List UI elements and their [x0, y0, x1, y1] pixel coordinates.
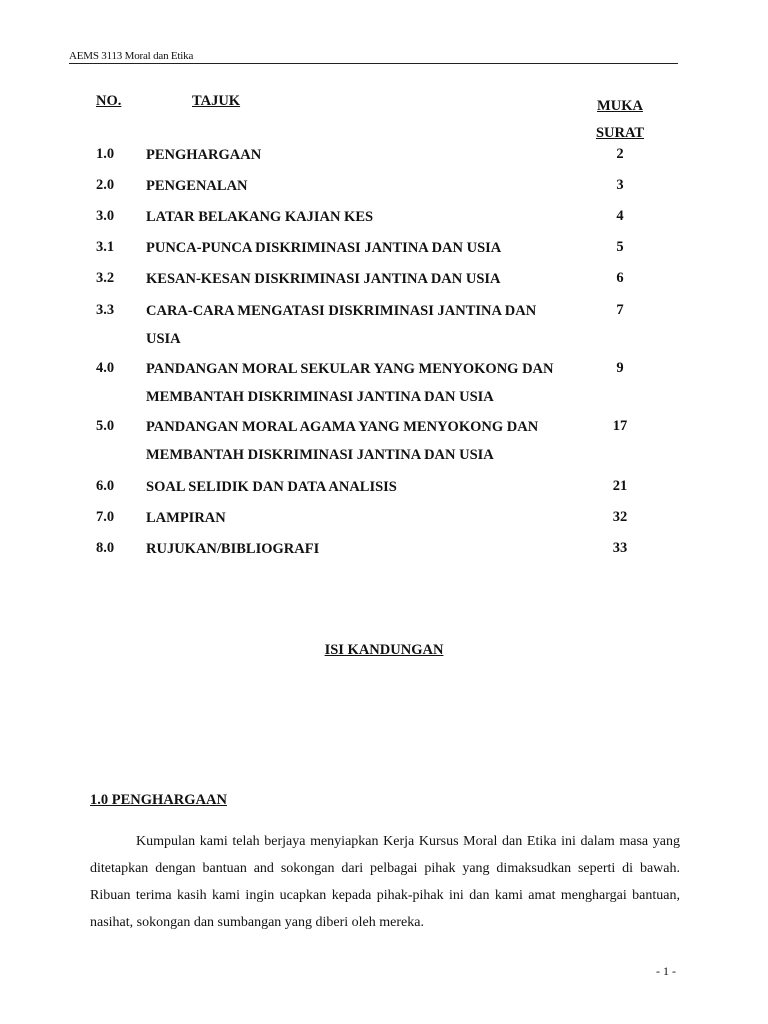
toc-title: PENGENALAN	[146, 178, 248, 194]
toc-page: 2	[616, 146, 624, 162]
running-header: AEMS 3113 Moral dan Etika	[69, 50, 194, 62]
toc-page: 5	[616, 239, 624, 255]
col-page-header: MUKA SURAT	[595, 98, 645, 141]
toc-title: RUJUKAN/BIBLIOGRAFI	[146, 541, 320, 557]
toc-caption: ISI KANDUNGAN	[324, 642, 444, 658]
toc-number: 1.0	[96, 146, 115, 162]
header-rule	[69, 63, 678, 64]
toc-number: 7.0	[96, 509, 115, 525]
toc-number: 3.1	[96, 239, 115, 255]
toc-title: PANDANGAN MORAL SEKULAR YANG MENYOKONG DAN MEMBANTAH DISKRIMINASI JANTINA DAN USIA	[146, 361, 554, 405]
toc-page: 3	[616, 177, 624, 193]
toc-page: 33	[612, 540, 628, 556]
toc-page: 4	[616, 208, 624, 224]
col-title-header: TAJUK	[192, 93, 241, 109]
toc-page: 32	[612, 509, 628, 525]
toc-number: 2.0	[96, 177, 115, 193]
toc-number: 3.0	[96, 208, 115, 224]
toc-page: 17	[612, 418, 628, 434]
toc-number: 8.0	[96, 540, 115, 556]
toc-page: 6	[616, 270, 624, 286]
toc-title: PUNCA-PUNCA DISKRIMINASI JANTINA DAN USIA	[146, 240, 502, 256]
toc-page: 7	[616, 302, 624, 318]
toc-number: 3.3	[96, 302, 115, 318]
section-paragraph: Kumpulan kami telah berjaya menyiapkan Kerja Kursus Moral dan Etika ini dalam masa yang ditetapkan dengan bantuan and sokongan dari pelbagai pihak yang dimaksudkan seperti di bawah. Ribuan terima kasih kami ingin ucapkan kepada pihak-pihak ini dan kami amat menghargai bantuan, nasihat, sokongan dan sumbangan yang diberi oleh mereka.	[90, 834, 680, 930]
toc-title: KESAN-KESAN DISKRIMINASI JANTINA DAN USIA	[146, 271, 501, 287]
col-no-header: NO.	[96, 93, 122, 109]
toc-title: PANDANGAN MORAL AGAMA YANG MENYOKONG DAN MEMBANTAH DISKRIMINASI JANTINA DAN USIA	[146, 419, 539, 463]
toc-number: 5.0	[96, 418, 115, 434]
section-heading: 1.0 PENGHARGAAN	[90, 792, 227, 808]
toc-page: 9	[616, 360, 624, 376]
toc-title: SOAL SELIDIK DAN DATA ANALISIS	[146, 479, 397, 495]
page-number: - 1 -	[656, 964, 676, 978]
toc-page: 21	[612, 478, 628, 494]
toc-title: LATAR BELAKANG KAJIAN KES	[146, 209, 374, 225]
toc-title: LAMPIRAN	[146, 510, 226, 526]
toc-title: CARA-CARA MENGATASI DISKRIMINASI JANTINA DAN USIA	[146, 303, 537, 347]
toc-number: 6.0	[96, 478, 115, 494]
toc-title: PENGHARGAAN	[146, 147, 262, 163]
toc-number: 4.0	[96, 360, 115, 376]
toc-number: 3.2	[96, 270, 115, 286]
